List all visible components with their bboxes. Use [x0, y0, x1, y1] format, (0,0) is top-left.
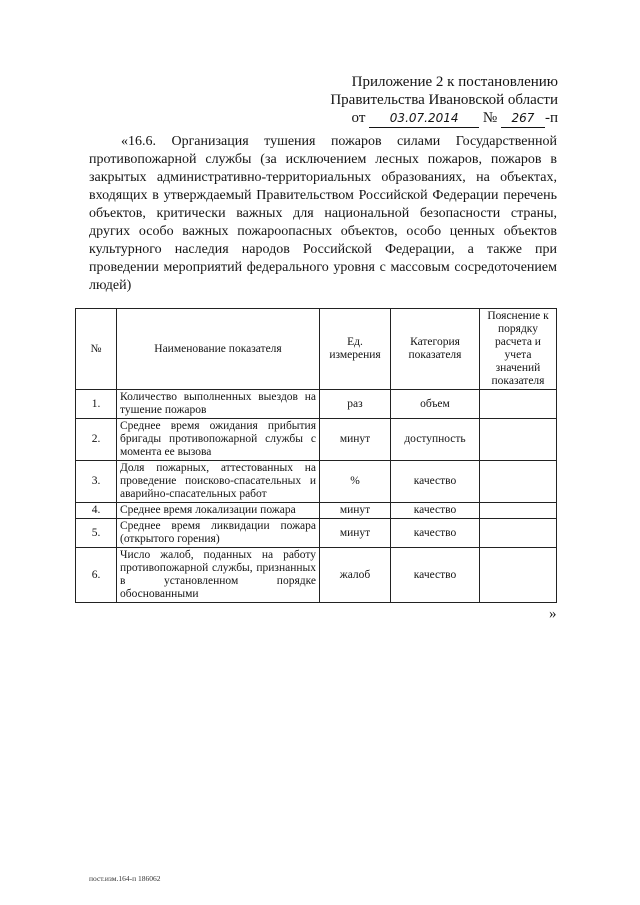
closing-quote: »	[549, 606, 557, 622]
handwritten-date: 03.07.2014	[369, 109, 479, 128]
number-suffix: -п	[544, 110, 558, 126]
header-num: №	[76, 309, 117, 390]
row-num: 5.	[76, 519, 117, 548]
handwritten-number: 267	[501, 109, 545, 128]
table-row	[76, 419, 557, 461]
row-category: доступность	[391, 419, 480, 461]
indicators-table	[75, 308, 557, 603]
footer-code: пост.изм.164-п 186062	[89, 874, 161, 883]
row-name: Среднее время локализации пожара	[117, 503, 320, 519]
row-explanation	[480, 461, 557, 503]
row-name: Число жалоб, поданных на работу противопожарной службы, признанных в установленном порядке обоснованными	[117, 548, 320, 603]
row-unit: жалоб	[320, 548, 391, 603]
row-category: качество	[391, 519, 480, 548]
header-unit: Ед. измерения	[320, 309, 391, 390]
row-num: 1.	[76, 390, 117, 419]
document-header	[330, 73, 558, 128]
row-explanation	[480, 548, 557, 603]
row-category: качество	[391, 548, 480, 603]
row-name: Количество выполненных выездов на тушение пожаров	[117, 390, 320, 419]
row-category: объем	[391, 390, 480, 419]
row-category: качество	[391, 461, 480, 503]
table-row	[76, 390, 557, 419]
row-num: 2.	[76, 419, 117, 461]
row-unit: минут	[320, 503, 391, 519]
header-date-number-line	[330, 109, 558, 128]
header-name: Наименование показателя	[117, 309, 320, 390]
row-unit: минут	[320, 519, 391, 548]
header-line-1: Приложение 2 к постановлению	[351, 74, 558, 90]
row-unit: раз	[320, 390, 391, 419]
row-explanation	[480, 503, 557, 519]
row-unit: минут	[320, 419, 391, 461]
table-row	[76, 548, 557, 603]
row-num: 4.	[76, 503, 117, 519]
row-explanation	[480, 390, 557, 419]
header-explanation: Пояснение к порядку расчета и учета значений показателя	[480, 309, 557, 390]
header-category: Категория показателя	[391, 309, 480, 390]
table-header-row	[76, 309, 557, 390]
row-explanation	[480, 419, 557, 461]
row-num: 3.	[76, 461, 117, 503]
from-label: от	[351, 110, 366, 126]
row-unit: %	[320, 461, 391, 503]
table-row	[76, 461, 557, 503]
table-row	[76, 503, 557, 519]
number-label: №	[482, 110, 498, 126]
row-num: 6.	[76, 548, 117, 603]
section-paragraph: «16.6. Организация тушения пожаров силами Государственной противопожарной службы (за исключением лесных пожаров, пожаров в закрытых административно-территориальных образованиях, на объектах, входящих в утверждаемый Правительством Российской Федерации перечень объектов, критически важных для национальной безопасности страны, других особо важных пожароопасных объектов, особо ценных объектов культурного наследия народов Российской Федерации, а также при проведении мероприятий федерального уровня с массовым сосредоточением людей)	[89, 134, 557, 293]
row-name: Доля пожарных, аттестованных на проведение поисково-спасательных и аварийно-спасательных работ	[117, 461, 320, 503]
table-row	[76, 519, 557, 548]
header-line-2: Правительства Ивановской области	[330, 92, 558, 108]
row-category: качество	[391, 503, 480, 519]
row-name: Среднее время ликвидации пожара (открытого горения)	[117, 519, 320, 548]
row-name: Среднее время ожидания прибытия бригады противопожарной службы с момента ее вызова	[117, 419, 320, 461]
row-explanation	[480, 519, 557, 548]
